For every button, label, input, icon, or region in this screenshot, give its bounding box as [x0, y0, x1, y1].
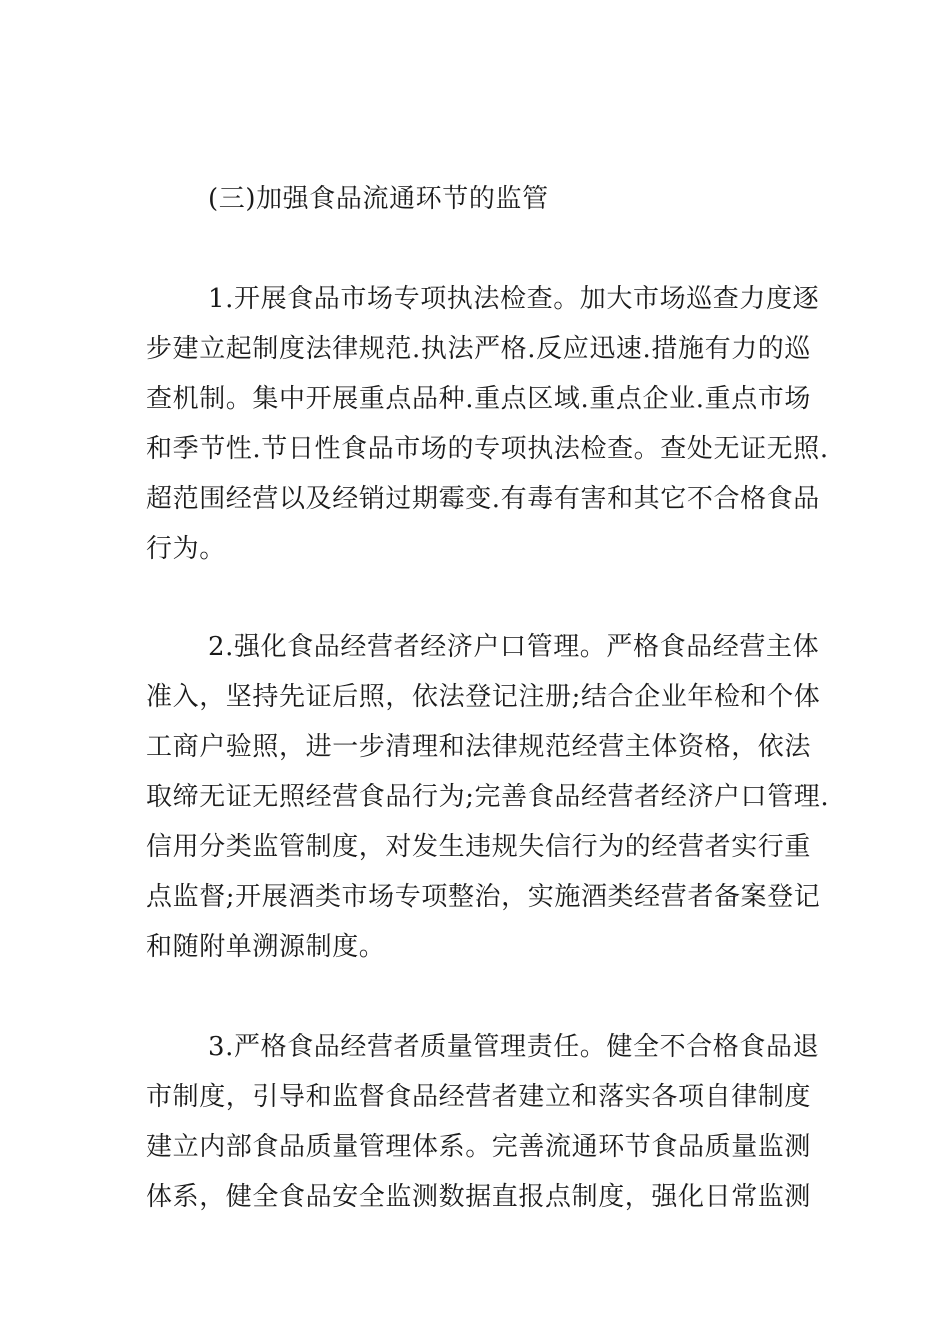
paragraph-3-line-2: 市制度，引导和监督食品经营者建立和落实各项自律制度 [146, 1082, 812, 1112]
paragraph-1-line-5: 超范围经营以及经销过期霉变.有毒有害和其它不合格食品 [146, 484, 820, 514]
paragraph-1-line-4: 和季节性.节日性食品市场的专项执法检查。查处无证无照. [146, 434, 829, 464]
paragraph-2-line-1: 2.强化食品经营者经济户口管理。严格食品经营主体 [208, 632, 820, 662]
paragraph-2-line-2: 准入，坚持先证后照，依法登记注册;结合企业年检和个体 [146, 682, 821, 712]
paragraph-1-line-6: 行为。 [146, 534, 226, 564]
paragraph-1-line-2: 步建立起制度法律规范.执法严格.反应迅速.措施有力的巡 [146, 334, 811, 364]
paragraph-3-line-1: 3.严格食品经营者质量管理责任。健全不合格食品退 [208, 1032, 820, 1062]
paragraph-2-line-5: 信用分类监管制度，对发生违规失信行为的经营者实行重 [146, 832, 812, 862]
paragraph-3-line-3: 建立内部食品质量管理体系。完善流通环节食品质量监测 [146, 1132, 812, 1162]
paragraph-2-line-6: 点监督;开展酒类市场专项整治，实施酒类经营者备案登记 [146, 882, 821, 912]
paragraph-2-line-7: 和随附单溯源制度。 [146, 932, 386, 962]
paragraph-2-line-4: 取缔无证无照经营食品行为;完善食品经营者经济户口管理. [146, 782, 830, 812]
section-heading: (三)加强食品流通环节的监管 [208, 184, 549, 214]
paragraph-1-line-3: 查机制。集中开展重点品种.重点区域.重点企业.重点市场 [146, 384, 811, 414]
paragraph-2-line-3: 工商户验照，进一步清理和法律规范经营主体资格，依法 [146, 732, 812, 762]
paragraph-1-line-1: 1.开展食品市场专项执法检查。加大市场巡查力度逐 [208, 284, 820, 314]
paragraph-3-line-4: 体系，健全食品安全监测数据直报点制度，强化日常监测 [146, 1182, 812, 1212]
